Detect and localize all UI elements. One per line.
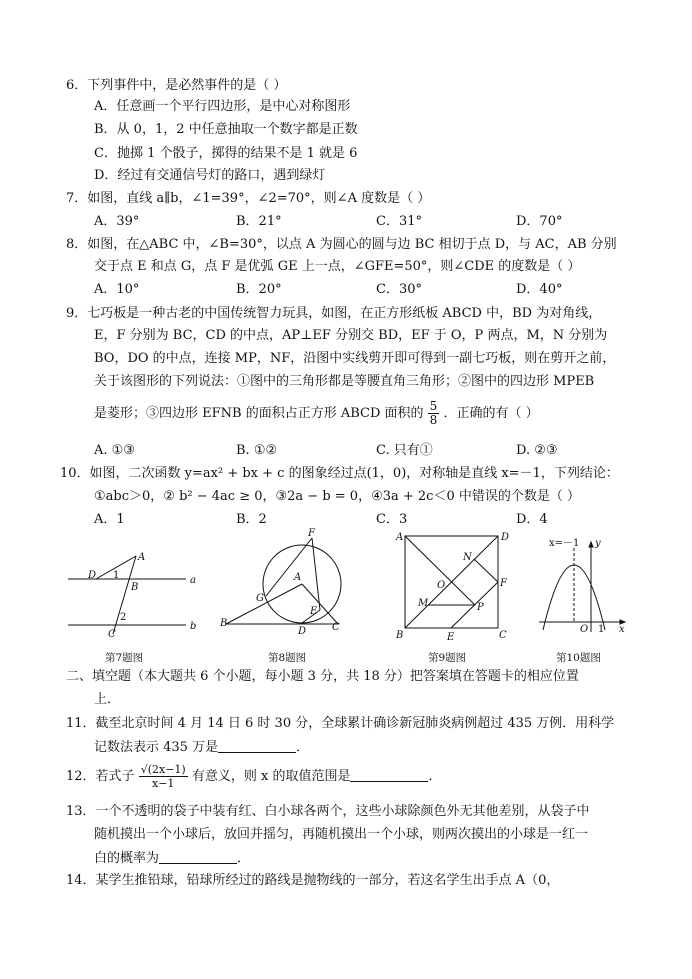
q11-line1: 11．截至北京时间 4 月 14 日 6 时 30 分，全球累计确诊新冠肺炎病例超过 435 万例．用科学 [66, 716, 615, 731]
q12-numerator: √(2x−1) [140, 763, 186, 776]
fig7-label-C: C [108, 629, 116, 640]
q9-option-d: D. ②③ [516, 443, 558, 458]
fig9-label-N: N [463, 552, 472, 563]
q6-option-c: C．抛掷 1 个骰子，掷得的结果不是 1 就是 6 [94, 146, 358, 161]
fig10-label-axis: x=－1 [549, 538, 580, 549]
fig10-y-arrow [589, 542, 593, 547]
q9-line5 [94, 400, 539, 427]
figure-10 [535, 538, 630, 633]
q8-option-c: C．30° [376, 282, 422, 297]
q9-option-a: A. ①③ [94, 443, 135, 458]
q12-text-end: ． [428, 769, 442, 784]
figure-8 [218, 528, 348, 640]
q11-line2-text: 记数法表示 435 万是 [94, 740, 219, 755]
q13-line3-end: ． [237, 851, 251, 866]
q7-option-a: A．39° [94, 214, 140, 229]
fig7-label-1: 1 [113, 570, 120, 581]
q10-option-d: D．4 [516, 512, 548, 527]
q11-line2 [94, 738, 309, 757]
q11-line2-end: ． [296, 740, 310, 755]
fig10-label-1: 1 [598, 624, 605, 633]
q14-line1: 14．某学生推铅球，铅球所经过的路线是抛物线的一部分，若这名学生出手点 A（0， [66, 873, 560, 888]
fig10-label-O: O [580, 624, 589, 633]
fig8-label-E: E [310, 606, 318, 617]
q8-line2: 交于点 E 和点 G，点 F 是优弧 GE 上一点，∠GFE=50°，则∠CDE 的度数是（ ） [94, 259, 581, 274]
q9-line2: E，F 分别为 BC，CD 的中点，AP⊥EF 分别交 BD，EF 于 O，P 两点，M，N 分别为 [94, 328, 608, 343]
figure-9 [393, 528, 518, 643]
fig10-label-y: y [595, 538, 601, 549]
fig9-label-M: M [418, 598, 429, 609]
q13-line3-text: 白的概率为 [94, 851, 160, 866]
fig8-label-C: C [332, 622, 340, 633]
fig9-label-F: F [500, 578, 507, 589]
q12-denominator: x−1 [151, 777, 175, 790]
fig10-label-x: x [619, 624, 625, 633]
q13-line1: 13．一个不透明的袋子中装有红、白小球各两个，这些小球除颜色外无其他差别，从袋子中 [66, 804, 590, 819]
fig9-label-O: O [437, 580, 446, 591]
fig7-label-2: 2 [120, 612, 127, 623]
q7-stem: 7．如图，直线 a∥b，∠1=39°，∠2=70°，则∠A 度数是（ ） [66, 191, 431, 206]
q6-option-d: D．经过有交通信号灯的路口，遇到绿灯 [94, 168, 326, 183]
fig8-label-G: G [256, 593, 264, 604]
fig9-segment-NF [474, 559, 498, 582]
q9-line5-text-a: 是菱形；③四边形 EFNB 的面积占正方形 ABCD 面积的 [94, 406, 424, 421]
q9-option-b: B. ①② [236, 443, 278, 458]
q8-option-d: D．40° [516, 282, 563, 297]
q9-option-c: C. 只有① [376, 443, 433, 458]
fig7-label-B: B [131, 582, 139, 593]
q9-line1: 9．七巧板是一种古老的中国传统智力玩具，如图，在正方形纸板 ABCD 中，BD 为对角线， [66, 306, 602, 321]
q10-line1: 10．如图，二次函数 y=ax² + bx + c 的图象经过点(1，0)，对称轴是直线 x=－1，下列结论： [60, 466, 619, 481]
q13-line3 [94, 849, 250, 868]
fig7-label-D: D [88, 570, 97, 581]
section2-title: 二、填空题（本大题共 6 个小题，每小题 3 分，共 18 分）把答案填在答题卡的相应位置 [66, 669, 579, 684]
figure-7 [58, 530, 208, 650]
q9-line5-text-b: ．正确的有（ ） [443, 406, 539, 421]
q13-line2: 随机摸出一个小球后，放回并摇匀，再随机摸出一个小球，则两次摸出的小球是一红一 [94, 827, 589, 842]
q12-fraction [139, 763, 188, 790]
fig8-segment-BA [226, 584, 302, 624]
q8-option-b: B．20° [236, 282, 282, 297]
q12-text-pre: 12．若式子 [66, 769, 135, 784]
fig8-label-B: B [220, 618, 228, 629]
q10-line2: ①abc＞0，② b² − 4ac ≥ 0，③2a − b = 0，④3a + 2c＜0 中错误的个数是（ ） [94, 489, 580, 504]
q8-option-a: A．10° [94, 282, 140, 297]
q9-fraction [428, 400, 440, 427]
fig9-segment-AP [405, 536, 475, 605]
q12-answer-blank[interactable] [350, 767, 428, 782]
fig9-label-B: B [396, 630, 404, 641]
caption-figure-10: 第10题图 [556, 652, 601, 664]
fig8-label-F: F [308, 528, 315, 539]
caption-figure-9: 第9题图 [428, 652, 467, 664]
q9-fraction-numerator: 5 [429, 399, 438, 413]
q10-option-c: C．3 [376, 512, 408, 527]
q6-option-b: B．从 0，1，2 中任意抽取一个数字都是正数 [94, 122, 358, 137]
fig7-label-A: A [138, 552, 146, 563]
fig7-label-b: b [190, 621, 197, 632]
q12-line [66, 763, 441, 790]
q7-option-b: B．21° [236, 214, 282, 229]
q9-line4: 关于该图形的下列说法：①图中的三角形都是等腰直角三角形；②图中的四边形 MPEB [94, 374, 595, 389]
fig9-label-E: E [447, 632, 455, 643]
fig8-label-D: D [298, 626, 307, 637]
fig9-label-C: C [499, 630, 507, 641]
q8-line1: 8．如图，在△ABC 中，∠B=30°，以点 A 为圆心的圆与边 BC 相切于点 D，与 AC，AB 分别 [66, 237, 617, 252]
caption-figure-7: 第7题图 [105, 652, 144, 664]
caption-figure-8: 第8题图 [268, 652, 307, 664]
fig8-label-A: A [294, 572, 302, 583]
q10-option-b: B．2 [236, 512, 267, 527]
fig9-label-P: P [477, 602, 484, 613]
fig9-label-D: D [501, 532, 510, 543]
q6-option-a: A．任意画一个平行四边形，是中心对称图形 [94, 99, 351, 114]
section2-title-cont: 上． [94, 692, 121, 707]
q9-fraction-denominator: 8 [429, 413, 438, 427]
q7-option-c: C．31° [376, 214, 422, 229]
q12-text-post: 有意义，则 x 的取值范围是 [191, 769, 351, 784]
fig7-label-a: a [190, 575, 196, 586]
q11-answer-blank[interactable] [218, 738, 296, 753]
q13-answer-blank[interactable] [159, 849, 237, 864]
fig8-segment-AC [302, 584, 338, 624]
q7-option-d: D．70° [516, 214, 563, 229]
fig9-label-A: A [396, 532, 404, 543]
q9-line3: BO，DO 的中点，连接 MP，NF，沿图中实线剪开即可得到一副七巧板，则在剪开之前， [94, 351, 616, 366]
q6-stem: 6．下列事件中，是必然事件的是（ ） [66, 78, 287, 93]
q10-option-a: A．1 [94, 512, 125, 527]
